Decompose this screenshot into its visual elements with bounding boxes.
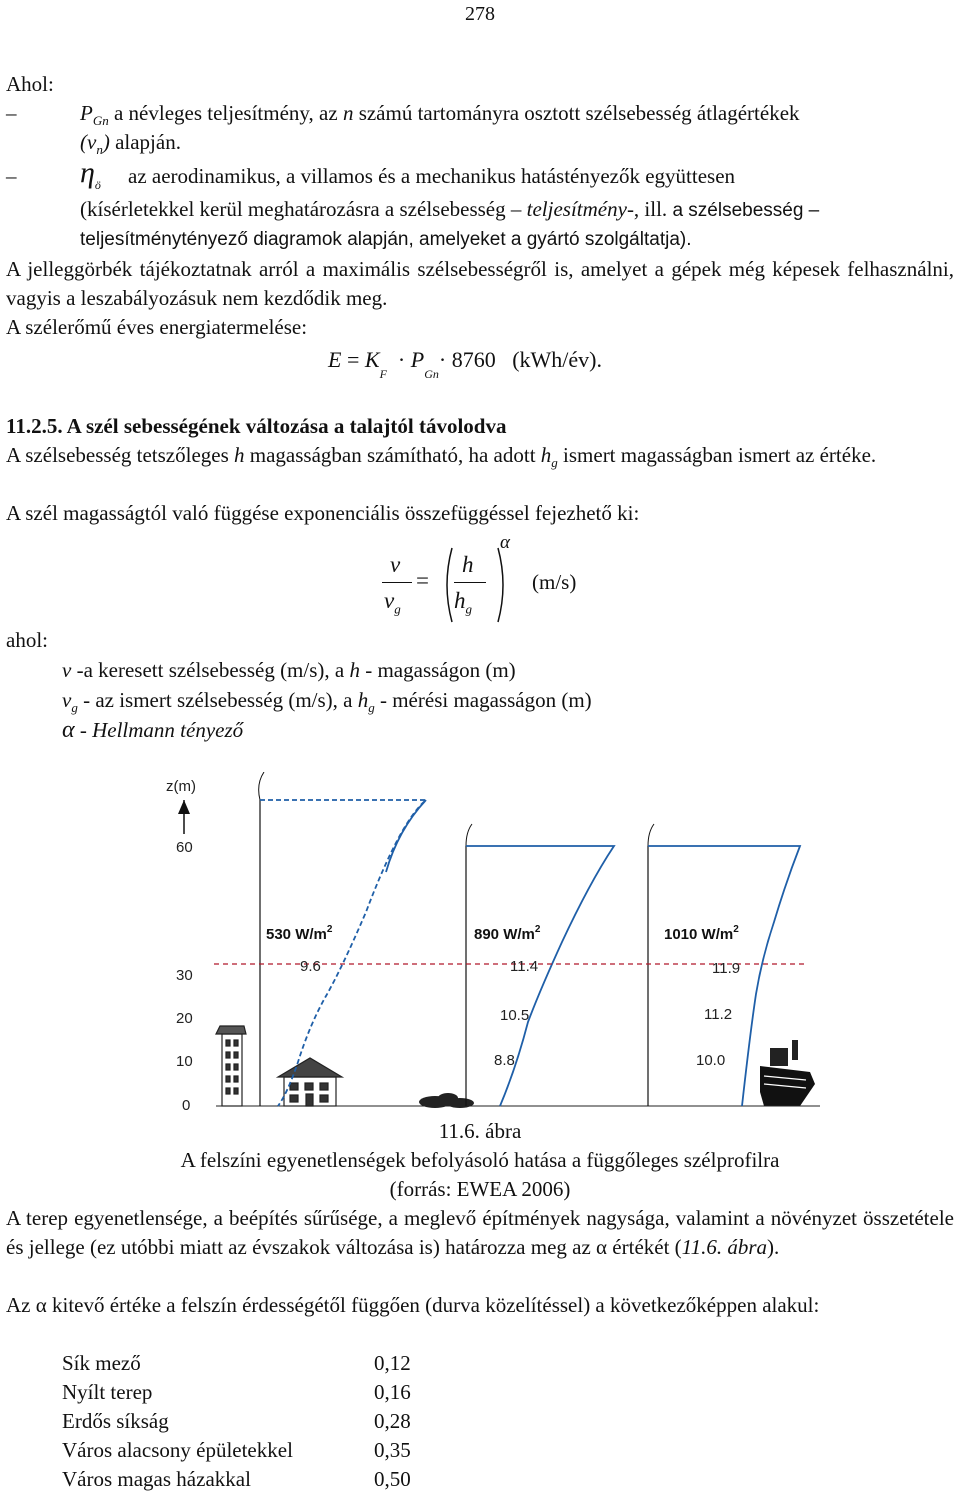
- figure-caption: A felszíni egyenetlenségek befolyásoló hatása a függőleges szélprofilra: [180, 1148, 780, 1172]
- value-p3-10: 10.0: [696, 1052, 726, 1069]
- value-p2-10: 8.8: [494, 1052, 515, 1069]
- paragraph-height: A szélsebesség tetszőleges h magasságban számítható, ha adott $h_g$ ismert magasságban ismert az értéke.: [6, 443, 877, 471]
- paragraph-alpha-values: Az α kitevő értéke a felszín érdességétől függően (durva közelítéssel) a következőképpen alakul:: [6, 1293, 820, 1317]
- y-tick-10: 10: [176, 1053, 193, 1070]
- section-title: 11.2.5. A szél sebességének változása a talajtól távolodva: [6, 414, 507, 438]
- bullet-dash: –: [6, 101, 17, 125]
- power-label-1: 530 $W/m^2$: [266, 924, 333, 943]
- definition-item-eta: (kísérletekkel kerül meghatározásra a szélsebesség – teljesítmény-, ill. a szélsebesség – teljesítménytényező diagramok alapján, amelyeket a gyártó szolgáltatja).: [80, 197, 820, 250]
- bullet-dash: –: [6, 164, 17, 188]
- where-label-2: ahol:: [6, 628, 48, 652]
- house-icon: [278, 1058, 342, 1106]
- paragraph-terrain: A terep egyenetlensége, a beépítés sűrűsége, a meglevő építmények nagysága, valamint a növényzet összetétele és jellege (ez utóbbi miatt az évszakok változása is) határozza meg az α értékét (11.6. ábra).: [6, 1206, 954, 1259]
- y-axis-arrow-head: [178, 800, 190, 814]
- profile-1-curve: [260, 800, 426, 1106]
- page-number: 278: [465, 3, 495, 25]
- paragraph-energy-intro: A szélerőmű éves energiatermelése:: [6, 315, 308, 339]
- definition-alpha: α - Hellmann tényező: [62, 717, 244, 743]
- where-label: Ahol:: [6, 72, 54, 96]
- definition-v: v -a keresett szélsebesség (m/s), a h - magasságon (m): [62, 658, 516, 682]
- definition-item-pgn: $P_{Gn}$ a névleges teljesítmény, az n számú tartományra osztott szélsebesség átlagértékek $(v_n)$ alapján.: [80, 101, 800, 158]
- y-axis-label: z(m): [166, 778, 196, 795]
- eta-symbol: $\eta_ö$: [80, 156, 101, 192]
- ship-icon: [760, 1040, 815, 1106]
- figure-number: 11.6. ábra: [438, 1119, 522, 1143]
- power-label-2: 890 $W/m^2$: [474, 924, 541, 943]
- value-p3-30: 11.9: [712, 960, 741, 977]
- y-tick-0: 0: [182, 1097, 191, 1114]
- table-row: Erdős síkság 0,28: [62, 1409, 411, 1433]
- wind-profile-figure: [160, 772, 820, 1117]
- paragraph-exponential: A szél magasságtól való függése exponenciális összefüggéssel fejezhető ki:: [6, 501, 640, 525]
- profile-2-curve: [466, 846, 614, 1106]
- table-row: Város alacsony épületekkel 0,35: [62, 1438, 411, 1462]
- hellmann-equation: v $v_g$ = h $h_g$ α (m/s): [370, 528, 620, 628]
- definition-vg: $v_g$ - az ismert szélsebesség (m/s), a $h_g$ - mérési magasságon (m): [62, 688, 592, 716]
- value-p1-30: 9.6: [300, 958, 321, 975]
- wind-profile-2: [466, 824, 614, 1106]
- tall-building-icon: [216, 1026, 246, 1106]
- value-p2-30: 11.4: [510, 958, 539, 975]
- table-row: Sík mező 0,12: [62, 1351, 411, 1375]
- y-tick-30: 30: [176, 967, 193, 984]
- definition-item-eta-line1: az aerodinamikus, a villamos és a mechanikus hatástényezők együttesen: [128, 164, 736, 188]
- figure-source: (forrás: EWEA 2006): [389, 1177, 571, 1201]
- paragraph-curves: A jelleggörbék tájékoztatnak arról a maximális szélsebességről is, amelyet a gépek még képesek felhasználni, vagyis a leszabályozásuk nem kezdődik meg.: [6, 257, 954, 310]
- table-row: Nyílt terep 0,16: [62, 1380, 411, 1404]
- table-row: Város magas házakkal 0,50: [62, 1467, 411, 1491]
- value-p2-20: 10.5: [500, 1007, 530, 1024]
- y-tick-20: 20: [176, 1010, 193, 1027]
- wind-profile-chart: [160, 772, 820, 1117]
- alpha-table: [62, 1349, 411, 1494]
- value-p3-20: 11.2: [704, 1006, 733, 1023]
- power-label-3: 1010 $W/m^2$: [664, 924, 739, 943]
- energy-equation: $E = K_F \cdot P_{Gn}\cdot 8760$ (kWh/év).: [328, 347, 602, 382]
- y-tick-60: 60: [176, 839, 193, 856]
